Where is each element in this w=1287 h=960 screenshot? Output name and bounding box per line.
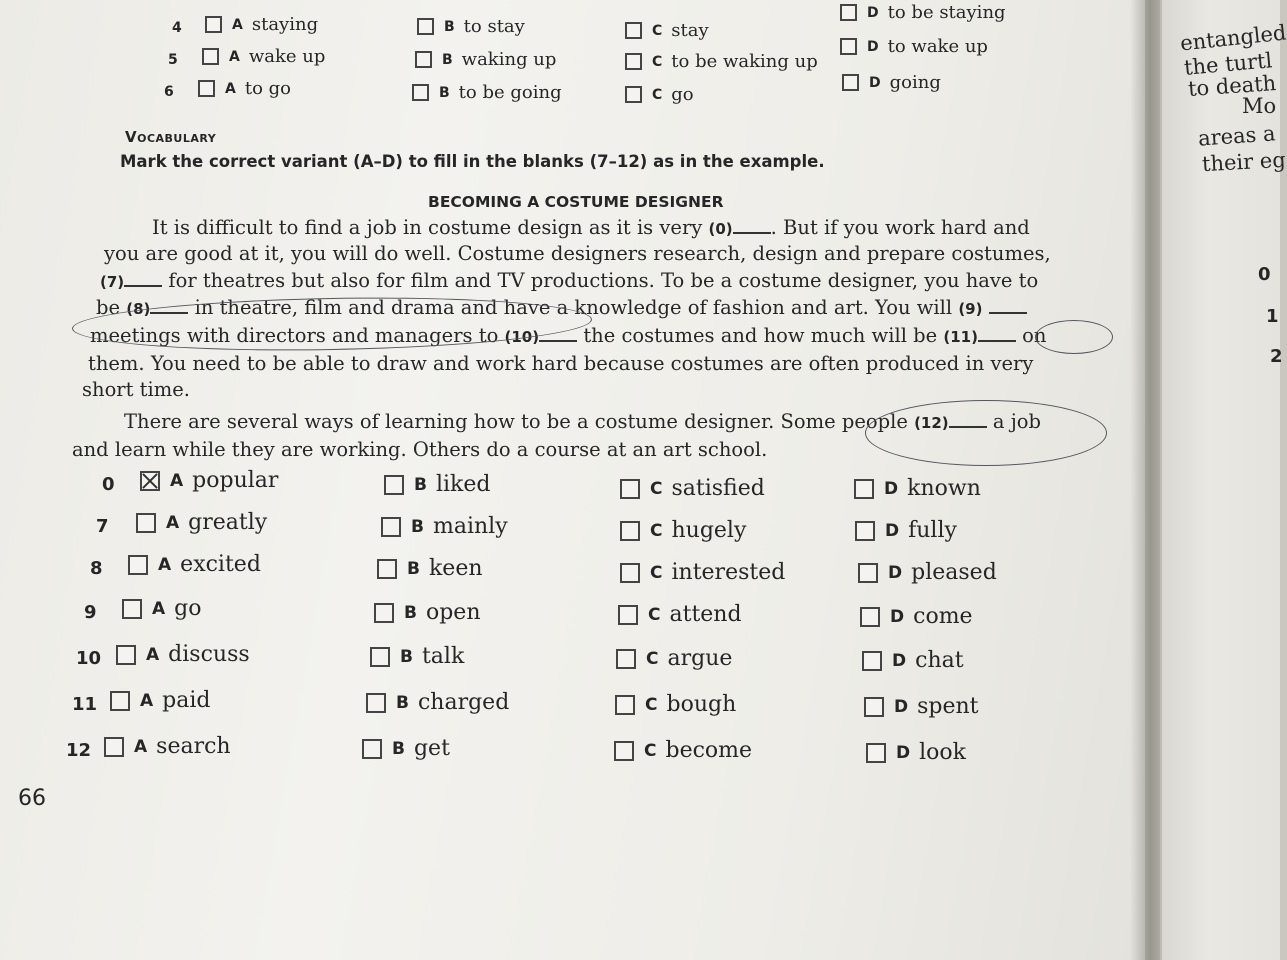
passage-line: meetings with directors and managers to (10) the costumes and how much will be (11) on <box>90 324 1047 347</box>
option-c[interactable]: C go <box>625 84 694 105</box>
passage-line: (7) for theatres but also for film and TV productions. To be a costume designer, you have to <box>100 269 1039 292</box>
option-d[interactable]: D look <box>866 740 966 765</box>
option-c[interactable]: C bough <box>615 692 736 717</box>
checkbox-icon[interactable] <box>625 22 642 39</box>
option-b[interactable]: B get <box>362 736 450 761</box>
checkbox-icon[interactable] <box>842 74 859 91</box>
pencil-circle <box>1035 320 1113 354</box>
checkbox-icon[interactable] <box>412 84 429 101</box>
checkbox-icon[interactable] <box>377 559 397 579</box>
checkbox-icon[interactable] <box>862 651 882 671</box>
book-gutter <box>1130 0 1164 960</box>
checkbox-icon[interactable] <box>205 16 222 33</box>
facing-page-number: 1 <box>1266 306 1279 327</box>
blank-number: (0) <box>708 220 733 238</box>
option-a[interactable]: A greatly <box>136 510 267 535</box>
checkbox-icon[interactable] <box>104 737 124 757</box>
option-d[interactable]: D to wake up <box>840 36 988 57</box>
checkbox-icon[interactable] <box>858 563 878 583</box>
checkbox-icon[interactable] <box>625 86 642 103</box>
checkbox-icon[interactable] <box>864 697 884 717</box>
option-b[interactable]: B to be going <box>412 82 562 103</box>
passage-line: them. You need to be able to draw and work hard because costumes are often produced in very <box>88 352 1034 375</box>
blank-number: (9) <box>958 300 983 318</box>
option-d[interactable]: D fully <box>855 518 957 543</box>
checkbox-icon[interactable] <box>860 607 880 627</box>
option-a[interactable]: A wake up <box>202 46 325 67</box>
option-d[interactable]: D come <box>860 604 973 629</box>
checked-box-icon[interactable] <box>140 471 160 491</box>
question-number: 5 <box>168 52 178 68</box>
checkbox-icon[interactable] <box>625 53 642 70</box>
facing-page-text: areas a <box>1197 121 1277 151</box>
blank <box>733 218 771 234</box>
option-c[interactable]: C to be waking up <box>625 51 818 72</box>
option-a[interactable]: A excited <box>128 552 261 577</box>
checkbox-icon[interactable] <box>198 80 215 97</box>
option-a[interactable]: A search <box>104 734 231 759</box>
option-a[interactable]: A popular <box>140 468 278 493</box>
checkbox-icon[interactable] <box>620 563 640 583</box>
question-number: 7 <box>96 516 109 537</box>
passage-line: short time. <box>82 378 190 401</box>
instruction: Mark the correct variant (A–D) to fill in the blanks (7–12) as in the example. <box>120 152 825 171</box>
checkbox-icon[interactable] <box>136 513 156 533</box>
option-c[interactable]: C interested <box>620 560 785 585</box>
page-number: 66 <box>18 786 46 811</box>
blank <box>978 326 1016 342</box>
question-number: 9 <box>84 602 97 623</box>
checkbox-icon[interactable] <box>618 605 638 625</box>
facing-page-text: to death <box>1187 70 1277 102</box>
option-b[interactable]: B mainly <box>381 514 508 539</box>
option-a[interactable]: A paid <box>110 688 211 713</box>
question-number: 4 <box>172 20 182 36</box>
checkbox-icon[interactable] <box>620 521 640 541</box>
checkbox-icon[interactable] <box>202 48 219 65</box>
checkbox-icon[interactable] <box>116 645 136 665</box>
passage-line: you are good at it, you will do well. Costume designers research, design and prepare costumes, <box>104 242 1051 265</box>
option-d[interactable]: D to be staying <box>840 2 1006 23</box>
question-number: 10 <box>76 648 102 669</box>
checkbox-icon[interactable] <box>366 693 386 713</box>
option-c[interactable]: C become <box>614 738 752 763</box>
option-d[interactable]: D spent <box>864 694 979 719</box>
question-number: 6 <box>164 84 174 100</box>
checkbox-icon[interactable] <box>384 475 404 495</box>
option-b[interactable]: B to stay <box>417 16 525 37</box>
checkbox-icon[interactable] <box>110 691 130 711</box>
option-b[interactable]: B talk <box>370 644 464 669</box>
passage-line: It is difficult to find a job in costume design as it is very (0) . But if you work hard and <box>152 216 1030 239</box>
option-d[interactable]: D pleased <box>858 560 997 585</box>
checkbox-icon[interactable] <box>122 599 142 619</box>
blank-number: (11) <box>943 328 978 346</box>
option-d[interactable]: D going <box>842 72 941 93</box>
checkbox-icon[interactable] <box>616 649 636 669</box>
checkbox-icon[interactable] <box>362 739 382 759</box>
checkbox-icon[interactable] <box>615 695 635 715</box>
question-number: 12 <box>66 740 92 761</box>
checkbox-icon[interactable] <box>840 4 857 21</box>
checkbox-icon[interactable] <box>620 479 640 499</box>
checkbox-icon[interactable] <box>381 517 401 537</box>
checkbox-icon[interactable] <box>855 521 875 541</box>
blank-number: (10) <box>504 328 540 346</box>
option-c[interactable]: C stay <box>625 20 709 41</box>
blank <box>989 298 1027 314</box>
option-c[interactable]: C hugely <box>620 518 746 543</box>
section-label: Vocabulary <box>125 128 217 146</box>
blank-number: (8) <box>126 300 151 318</box>
option-d[interactable]: D known <box>854 476 981 501</box>
facing-page-text: entangled <box>1179 20 1287 56</box>
option-a[interactable]: A go <box>122 596 202 621</box>
facing-page-number: 0 <box>1258 264 1271 285</box>
blank-number: (7) <box>100 273 125 291</box>
option-b[interactable]: B keen <box>377 556 483 581</box>
passage-title: BECOMING A COSTUME DESIGNER <box>428 193 724 211</box>
pencil-circle <box>865 400 1107 466</box>
facing-page-number: 2 <box>1270 346 1283 367</box>
facing-page-text: the turtl <box>1183 48 1274 80</box>
question-number: 11 <box>72 694 98 715</box>
option-b[interactable]: B open <box>374 600 481 625</box>
option-a[interactable]: A discuss <box>116 642 250 667</box>
checkbox-icon[interactable] <box>415 51 432 68</box>
option-b[interactable]: B waking up <box>415 49 556 70</box>
checkbox-icon[interactable] <box>374 603 394 623</box>
facing-page <box>1160 0 1287 960</box>
checkbox-icon[interactable] <box>866 743 886 763</box>
option-a[interactable]: A to go <box>198 78 291 99</box>
checkbox-icon[interactable] <box>840 38 857 55</box>
question-number: 0 <box>102 474 115 495</box>
checkbox-icon[interactable] <box>614 741 634 761</box>
option-c[interactable]: C attend <box>618 602 742 627</box>
checkbox-icon[interactable] <box>417 18 434 35</box>
question-number: 8 <box>90 558 103 579</box>
blank-number: (12) <box>914 414 949 432</box>
facing-page-text: Mo <box>1242 94 1277 118</box>
checkbox-icon[interactable] <box>370 647 390 667</box>
option-b[interactable]: B liked <box>384 472 490 497</box>
option-c[interactable]: C argue <box>616 646 732 671</box>
facing-page-text: their eg <box>1201 147 1287 177</box>
option-b[interactable]: B charged <box>366 690 509 715</box>
checkbox-icon[interactable] <box>854 479 874 499</box>
option-c[interactable]: C satisfied <box>620 476 765 501</box>
passage-line: and learn while they are working. Others do a course at an art school. <box>72 438 768 461</box>
blank <box>124 271 162 287</box>
passage-line: be (8) in theatre, film and drama and have a knowledge of fashion and art. You will (9) <box>96 296 1027 319</box>
option-a[interactable]: A staying <box>205 14 318 35</box>
passage-line: There are several ways of learning how to be a costume designer. Some people (12) a job <box>124 410 1041 433</box>
option-d[interactable]: D chat <box>862 648 964 673</box>
checkbox-icon[interactable] <box>128 555 148 575</box>
